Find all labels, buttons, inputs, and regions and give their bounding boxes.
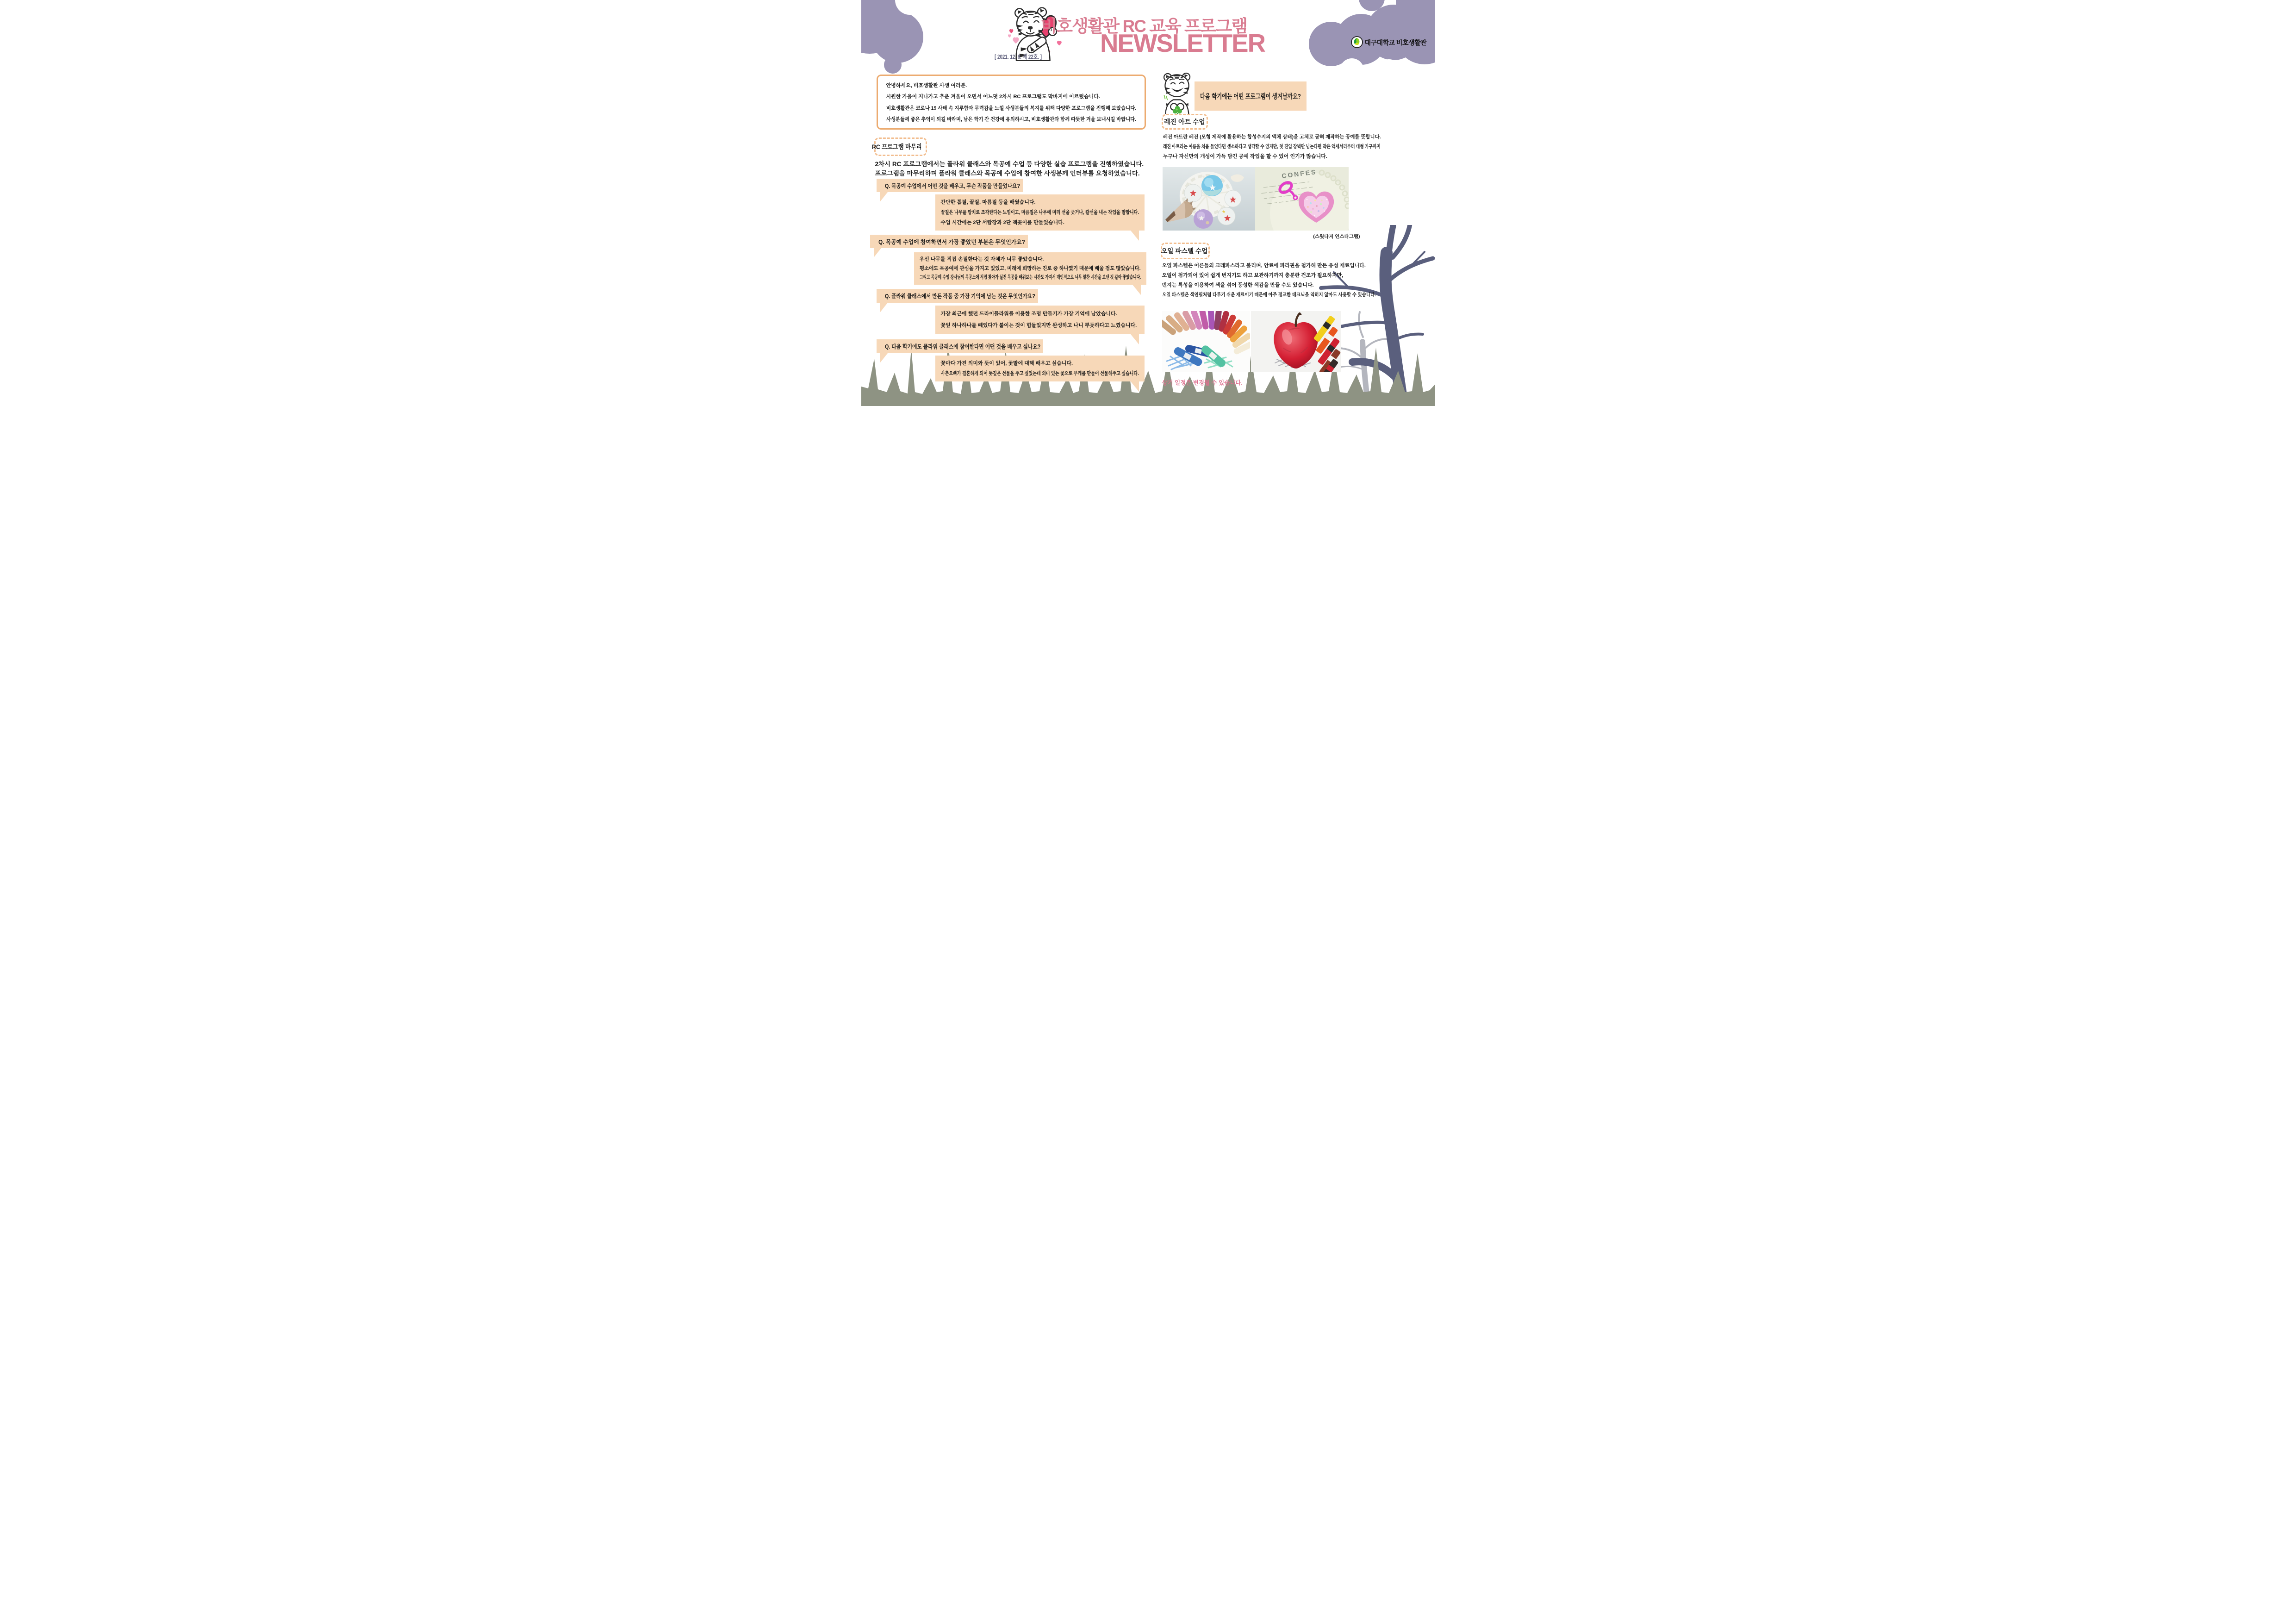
cloud-decoration-left (861, 0, 926, 76)
intro-line: 안녕하세요, 비호생활관 사생 여러분. (886, 83, 967, 89)
bubble-tail (1132, 285, 1141, 295)
question-text: Q. 목공예 수업에서 어떤 것을 배우고, 무슨 작품을 만들었나요? (884, 182, 1020, 189)
oil-paragraph: 번지는 특성을 이용하여 색을 섞어 풍성한 색감을 만들 수도 있습니다. (1162, 282, 1314, 288)
newsletter-page (861, 0, 1435, 406)
oil-paragraph: 오일 파스텔은 어른들의 크레파스라고 불리며, 안료에 파라핀을 첨가해 만든 유성 재료입니다. (1162, 263, 1366, 269)
bubble-tail (880, 353, 888, 362)
masthead-title-en-text: NEWSLETTER (1100, 29, 1265, 57)
section-title-box-rc (874, 137, 927, 156)
rc-intro-paragraphs (875, 160, 1153, 178)
resin-paragraphs (1163, 132, 1381, 162)
intro-line: 비호생활관은 코로나 19 사태 속 지루함과 무력감을 느낄 사생분들의 복지를 위해 다양한 프로그램을 진행해 보았습니다. (886, 105, 1136, 111)
resin-paragraph: 레진 아트라는 이름을 처음 들었다면 생소하다고 생각할 수 있지만, 첫 진입 장벽만 넘는다면 작은 액세서리부터 대형 가구까지 (1163, 144, 1381, 150)
photo-caption: (스윗다지 인스타그램) (1313, 234, 1360, 239)
answer-line: 사촌오빠가 결혼하게 되어 뜻깊은 선물을 주고 싶었는데 의미 있는 꽃으로 부케를 만들어 선물해주고 싶습니다. (940, 370, 1139, 376)
answer-line: 꽃잎 하나하나를 떼었다가 붙이는 것이 힘들었지만 완성하고 나니 뿌듯하다고 느꼈습니다. (940, 323, 1137, 329)
next-semester-header-text: 다음 학기에는 어떤 프로그램이 생겨날까요? (1200, 93, 1301, 100)
bubble-tail (1131, 231, 1139, 241)
section-title-resin: 레진 아트 수업 (1164, 118, 1205, 125)
answer-line: 평소에도 목공예에 관심을 가지고 있었고, 미래에 희망하는 진로 중 하나였기 때문에 배울 점도 많았습니다. (919, 265, 1141, 271)
answer-line: 우선 나무를 직접 손질한다는 것 자체가 너무 좋았습니다. (919, 256, 1044, 262)
answer-line: 간단한 톱질, 끌질, 마름질 등을 배웠습니다. (940, 199, 1036, 205)
answer-bubble-4 (935, 356, 1145, 381)
issue-date-text: [ 2021. 12. 6. 제 22호. ] (994, 53, 1042, 60)
resin-paragraph: 누구나 자신만의 개성이 가득 담긴 공예 작업을 할 수 있어 인기가 많습니다. (1163, 154, 1327, 159)
oil-photo-pastels (1162, 311, 1250, 372)
question-bubble-4 (877, 339, 1043, 353)
question-bubble-1 (877, 179, 1023, 192)
question-text: Q. 목공예 수업에 참여하면서 가장 좋았던 부분은 무엇인가요? (878, 238, 1025, 245)
question-bubble-3 (877, 289, 1038, 303)
section-title-oil: 오일 파스텔 수업 (1161, 247, 1208, 255)
answer-line: 수업 시간에는 2단 서랍장과 2단 책꽂이를 만들었습니다. (940, 219, 1064, 225)
bubble-tail (874, 248, 881, 257)
university-seal-icon (1351, 36, 1363, 48)
intro-box (877, 75, 1146, 130)
bubble-tail (880, 192, 888, 201)
answer-line: 꽃마다 가진 의미와 뜻이 있어, 꽃말에 대해 배우고 싶습니다. (940, 360, 1073, 366)
question-text: Q. 플라워 클래스에서 만든 작품 중 가장 기억에 남는 것은 무엇인가요? (884, 293, 1035, 300)
answer-line: 가장 최근에 했던 드라이플라워를 이용한 조명 만들기가 가장 기억에 남았습니다. (940, 311, 1117, 317)
schedule-note: 상기 일정은 변경될 수 있습니다. (1162, 380, 1243, 386)
answer-bubble-3 (935, 306, 1145, 334)
bubble-tail (880, 303, 888, 312)
university-name-text: 대구대학교 비호생활관 (1364, 39, 1427, 46)
question-bubble-2 (870, 235, 1028, 248)
resin-paragraph: 레진 아트란 레진 (모형 제작에 활용하는 합성수지의 액체 상태)을 고체로 굳혀 제작하는 공예를 뜻합니다. (1163, 134, 1381, 140)
tiger-clover-mascot (1160, 72, 1195, 118)
rc-paragraph: 2차시 RC 프로그램에서는 플라워 클래스와 목공예 수업 등 다양한 실습 프로그램을 진행하였습니다. (875, 161, 1144, 168)
oil-paragraphs (1162, 261, 1376, 300)
keychain-photo-text: CONFES (1281, 168, 1317, 180)
resin-photo-coasters (1163, 167, 1255, 231)
oil-paragraph: 오일이 첨가되어 있어 쉽게 번지기도 하고 보관하기까지 충분한 건조가 필요하지만, (1162, 273, 1344, 278)
section-title-rc: RC 프로그램 마무리 (872, 143, 922, 150)
masthead-title-en (1100, 31, 1265, 56)
section-title-box-resin (1162, 114, 1208, 130)
resin-photo-keychain (1255, 167, 1349, 231)
next-semester-header (1195, 81, 1307, 111)
bubble-tail (1131, 381, 1139, 392)
bubble-tail (1131, 334, 1139, 344)
intro-line: 사생분들께 좋은 추억이 되길 바라며, 남은 학기 간 건강에 유의하시고, 비호생활관과 함께 따뜻한 겨울 보내시길 바랍니다. (886, 116, 1136, 122)
answer-line: 그리고 목공예 수업 강사님의 목공소에 직접 찾아가 실전 목공을 배워보는 시간도 가져서 개인적으로 너무 알찬 시간을 보낸 것 같아 좋았습니다. (919, 275, 1141, 280)
answer-bubble-2 (914, 252, 1146, 285)
answer-bubble-1 (935, 194, 1145, 231)
intro-line: 시원한 가을이 지나가고 추운 겨울이 오면서 어느덧 2차시 RC 프로그램도 막바지에 이르렀습니다. (886, 94, 1100, 100)
section-title-box-oil (1161, 243, 1210, 259)
university-name (1365, 38, 1431, 47)
masthead-title-kr-text: 비호생활관 RC 교육 프로그램 (1040, 17, 1247, 36)
rc-paragraph: 프로그램을 마무리하며 플라워 클래스와 목공예 수업에 참여한 사생분께 인터뷰를 요청하였습니다. (875, 170, 1140, 177)
issue-date (995, 52, 1042, 61)
answer-line: 끌질은 나무를 망치로 조각한다는 느낌이고, 마름질은 나무에 미리 선을 긋거나, 칼선을 내는 작업을 말합니다. (940, 209, 1139, 215)
oil-photo-apple-drawing (1251, 311, 1341, 372)
oil-paragraph: 오일 파스텔은 색연필처럼 다루기 쉬운 재료이기 때문에 아주 정교한 테크닉을 익히지 않아도 사용할 수 있습니다. (1162, 292, 1376, 298)
question-text: Q. 다음 학기에도 플라워 클래스에 참여한다면 어떤 것을 배우고 싶나요? (884, 344, 1040, 350)
cloud-decoration-right (1303, 0, 1435, 69)
